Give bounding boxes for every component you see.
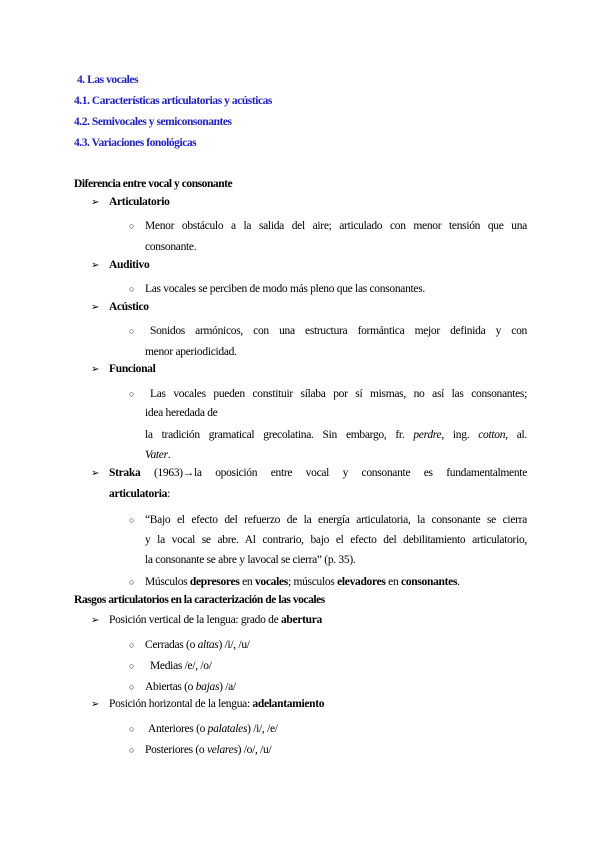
circle-bullet-icon: ○ <box>129 284 135 294</box>
section-heading-rasgos: Rasgos articulatorios en la caracterización de las vocales <box>74 594 325 606</box>
arrow-bullet-icon: ➢ <box>91 302 100 313</box>
straka-quote-line-3: la consonante se abre y lavocal se cierra” (p. 35). <box>145 554 356 566</box>
straka-quote-line-2: y la vocal se abre. Al contrario, bajo el efecto del debilitamiento articulatorio, <box>145 534 527 546</box>
arrow-bullet-icon: ➢ <box>91 197 100 208</box>
funcional-line-4: Vater. <box>145 449 171 461</box>
circle-bullet-icon: ○ <box>129 577 135 587</box>
circle-bullet-icon: ○ <box>129 221 135 231</box>
acustico-line-2: menor aperiodicidad. <box>145 346 237 358</box>
funcional-line-3: la tradición gramatical grecolatina. Sin embargo, fr. perdre, ing. cotton, al. <box>145 429 527 441</box>
funcional-line-2: idea heredada de <box>145 407 218 419</box>
circle-bullet-icon: ○ <box>129 515 135 525</box>
item-articulatorio: ➢ Articulatorio <box>91 196 170 208</box>
table-of-contents <box>74 70 272 154</box>
arrow-bullet-icon: ➢ <box>91 699 100 710</box>
arrow-bullet-icon: ➢ <box>91 615 100 626</box>
circle-bullet-icon: ○ <box>129 724 135 734</box>
arrow-bullet-icon: ➢ <box>91 260 100 271</box>
item-auditivo: ➢ Auditivo <box>91 259 150 271</box>
horizontal-item-posteriores: Posteriores (o velares) /o/, /u/ <box>145 744 272 756</box>
vertical-item-medias: Medias /e/, /o/ <box>150 660 212 672</box>
circle-bullet-icon: ○ <box>129 326 135 336</box>
articulatorio-line-2: consonante. <box>145 241 197 253</box>
item-funcional: ➢ Funcional <box>91 363 156 375</box>
straka-quote-line-1: “Bajo el efecto del refuerzo de la energía articulatoria, la consonante se cierra <box>145 514 527 526</box>
circle-bullet-icon: ○ <box>129 640 135 650</box>
arrow-bullet-icon: ➢ <box>91 468 100 479</box>
section-heading-vocal-consonante: Diferencia entre vocal y consonante <box>74 178 233 190</box>
horizontal-item-anteriores: Anteriores (o palatales) /i/, /e/ <box>148 723 278 735</box>
toc-link-4-1[interactable]: 4.1. Características articulatorias y acústicas <box>74 95 272 107</box>
straka-line-2: articulatoria: <box>109 488 170 500</box>
item-straka: ➢ Straka (1963)→la oposición entre vocal y consonante es fundamentalmente <box>91 467 527 479</box>
acustico-line-1: Sonidos armónicos, con una estructura formántica mejor definida y con <box>150 325 527 337</box>
circle-bullet-icon: ○ <box>129 745 135 755</box>
vertical-item-abiertas: Abiertas (o bajas) /a/ <box>145 681 236 693</box>
toc-link-4-3[interactable]: 4.3. Variaciones fonológicas <box>74 137 197 149</box>
musculos-line: Músculos depresores en vocales; músculos elevadores en consonantes. <box>145 576 460 588</box>
item-posicion-vertical: ➢ Posición vertical de la lengua: grado de abertura <box>91 614 323 626</box>
circle-bullet-icon: ○ <box>129 682 135 692</box>
arrow-bullet-icon: ➢ <box>91 364 100 375</box>
articulatorio-line-1: Menor obstáculo a la salida del aire; articulado con menor tensión que una <box>145 220 527 232</box>
funcional-line-1: Las vocales pueden constituir sílaba por sí mismas, no así las consonantes; <box>150 388 527 400</box>
vertical-item-cerradas: Cerradas (o altas) /i/, /u/ <box>145 639 250 651</box>
item-posicion-horizontal: ➢ Posición horizontal de la lengua: adelantamiento <box>91 698 325 710</box>
toc-link-4-2[interactable]: 4.2. Semivocales y semiconsonantes <box>74 116 232 128</box>
circle-bullet-icon: ○ <box>129 389 135 399</box>
item-acustico: ➢ Acústico <box>91 301 149 313</box>
auditivo-line-1: Las vocales se perciben de modo más pleno que las consonantes. <box>145 283 425 295</box>
toc-link-4[interactable]: 4. Las vocales <box>77 74 139 86</box>
circle-bullet-icon: ○ <box>129 661 135 671</box>
